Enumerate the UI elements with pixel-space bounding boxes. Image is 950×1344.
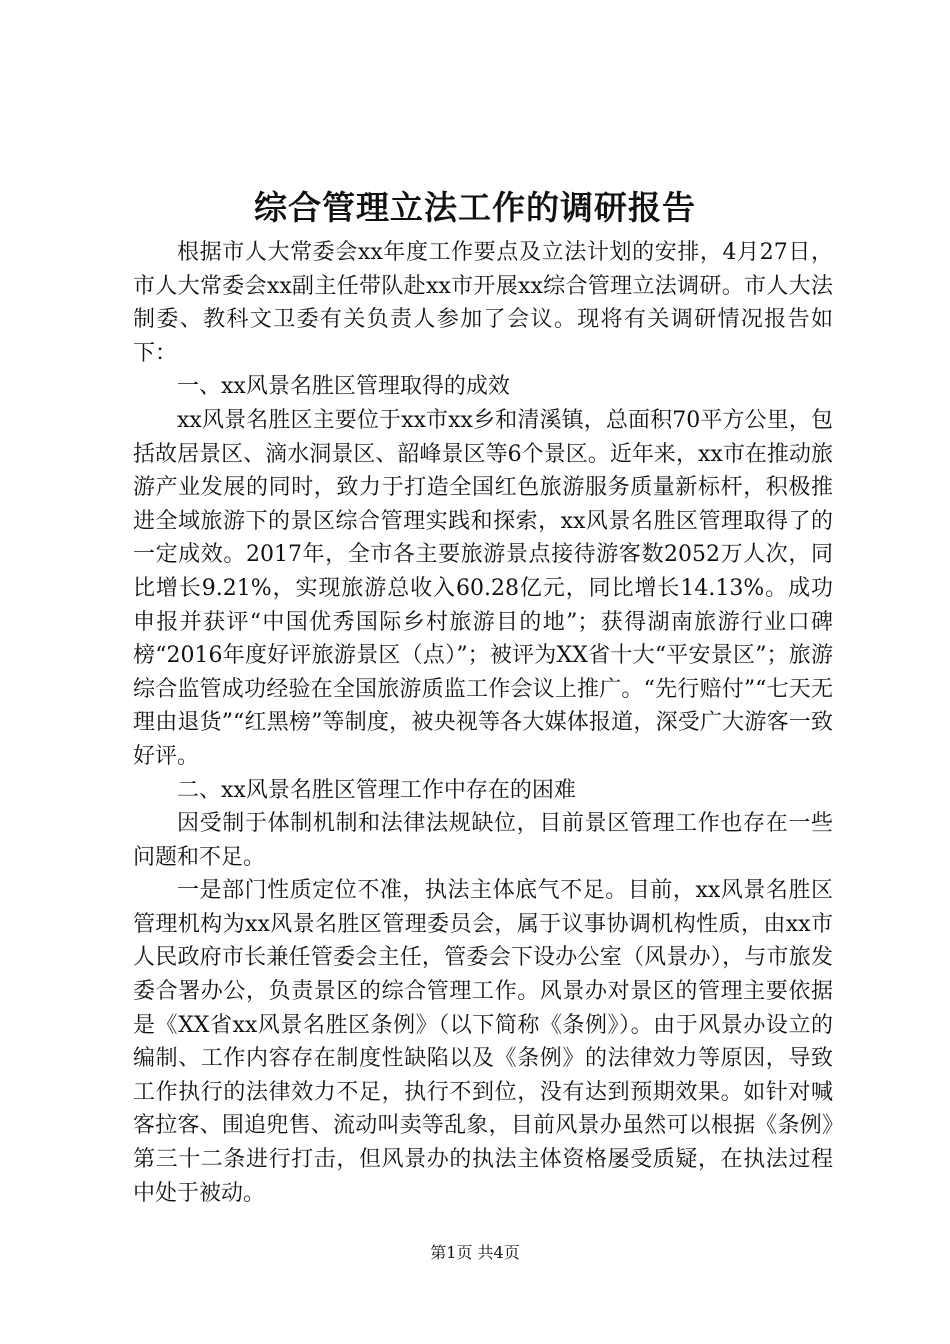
difficulty-one-paragraph: 一是部门性质定位不准，执法主体底气不足。目前，xx风景名胜区管理机构为xx风景名胜区管理委员会，属于议事协调机构性质，由xx市人民政府市长兼任管委会主任，管委会下设办公室（风景办），与市旅发委合署办公，负责景区的综合管理工作。风景办对景区的管理主要依据是《XX省xx风景名胜区条例》（以下简称《条例》）。由于风景办设立的编制、工作内容存在制度性缺陷以及《条例》的法律效力等原因，导致工作执行的法律效力不足，执行不到位，没有达到预期效果。如针对喊客拉客、围追兜售、流动叫卖等乱象，目前风景办虽然可以根据《条例》第三十二条进行打击，但风景办的执法主体资格屡受质疑，在执法过程中处于被动。 — [133, 878, 833, 1206]
section-heading-achievements: 一、xx风景名胜区管理取得的成效 — [177, 374, 510, 400]
document-body — [133, 236, 833, 1210]
document-title: 综合管理立法工作的调研报告 — [254, 188, 696, 227]
achievements-paragraph: xx风景名胜区主要位于xx市xx乡和清溪镇，总面积70平方公里，包括故居景区、滴水洞景区、韶峰景区等6个景区。近年来，xx市在推动旅游产业发展的同时，致力于打造全国红色旅游服务质量新标杆，积极推进全域旅游下的景区综合管理实践和探索，xx风景名胜区管理取得了的一定成效。2017年，全市各主要旅游景点接待游客数2052万人次，同比增长9.21%，实现旅游总收入60.28亿元，同比增长14.13%。成功申报并获评“中国优秀国际乡村旅游目的地”；获得湖南旅游行业口碑榜“2016年度好评旅游景区（点）”；被评为XX省十大“平安景区”；旅游综合监管成功经验在全国旅游质监工作会议上推广。“先行赔付”“七天无理由退货”“红黑榜”等制度，被央视等各大媒体报道，深受广大游客一致好评。 — [133, 407, 833, 769]
difficulties-intro-paragraph: 因受制于体制机制和法律法规缺位，目前景区管理工作也存在一些问题和不足。 — [133, 811, 833, 870]
intro-paragraph: 根据市人大常委会xx年度工作要点及立法计划的安排，4月27日，市人大常委会xx副主任带队赴xx市开展xx综合管理立法调研。市人大法制委、教科文卫委有关负责人参加了会议。现将有关调研情况报告如下： — [133, 240, 833, 366]
page-number-footer: 第1页 共4页 — [430, 1243, 520, 1262]
section-heading-difficulties: 二、xx风景名胜区管理工作中存在的困难 — [177, 777, 576, 803]
